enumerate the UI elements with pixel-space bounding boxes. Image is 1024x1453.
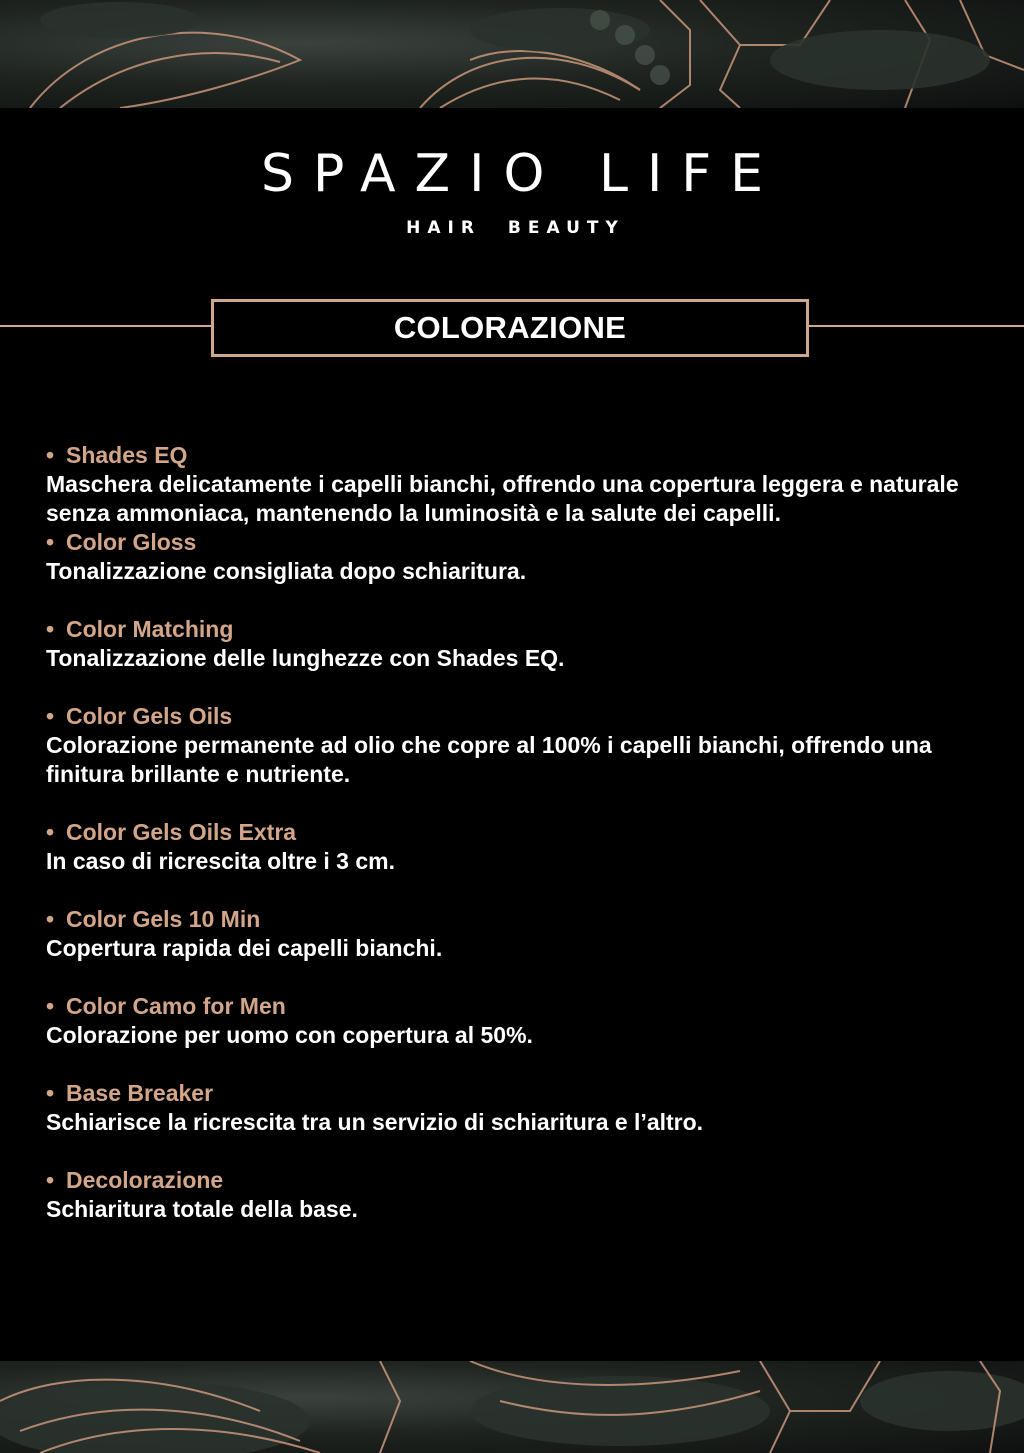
service-item bbox=[46, 1166, 996, 1224]
brand-tagline: HAIR BEAUTY bbox=[406, 218, 625, 238]
service-item bbox=[46, 702, 996, 789]
service-description: Colorazione permanente ad olio che copre al 100% i capelli bianchi, offrendo una finitura brillante e nutriente. bbox=[46, 732, 932, 787]
bullet-icon: • bbox=[46, 1080, 55, 1106]
service-name bbox=[46, 818, 996, 847]
section-title: COLORAZIONE bbox=[393, 310, 627, 345]
service-name bbox=[46, 1079, 996, 1108]
service-name-text: Color Gloss bbox=[66, 529, 197, 555]
service-name bbox=[46, 528, 996, 557]
content-panel bbox=[0, 108, 1024, 1361]
service-description: Copertura rapida dei capelli bianchi. bbox=[46, 935, 443, 961]
service-description: Tonalizzazione consigliata dopo schiaritura. bbox=[46, 558, 527, 584]
service-name-text: Base Breaker bbox=[66, 1080, 214, 1106]
service-item bbox=[46, 905, 996, 963]
service-description: Schiaritura totale della base. bbox=[46, 1196, 358, 1222]
top-decorative-band bbox=[0, 0, 1024, 108]
service-name bbox=[46, 905, 996, 934]
bullet-icon: • bbox=[46, 993, 55, 1019]
brand-logo bbox=[0, 144, 1024, 238]
service-name-text: Shades EQ bbox=[66, 442, 188, 468]
service-name-text: Color Camo for Men bbox=[66, 993, 286, 1019]
service-description: Colorazione per uomo con copertura al 50%. bbox=[46, 1022, 533, 1048]
service-item bbox=[46, 528, 996, 586]
service-item bbox=[46, 1079, 996, 1137]
leaf-pattern-decoration bbox=[0, 1361, 1024, 1453]
service-item bbox=[46, 992, 996, 1050]
section-header-box bbox=[211, 299, 809, 357]
service-name bbox=[46, 702, 996, 731]
bullet-icon: • bbox=[46, 616, 55, 642]
bullet-icon: • bbox=[46, 906, 55, 932]
service-name-text: Color Gels Oils Extra bbox=[66, 819, 297, 845]
service-item bbox=[46, 818, 996, 876]
section-rule-left bbox=[0, 325, 212, 327]
service-description: Maschera delicatamente i capelli bianchi, offrendo una copertura leggera e naturale senza ammoniaca, mantenendo la luminosità e la salute dei capelli. bbox=[46, 471, 959, 526]
leaf-pattern-decoration bbox=[0, 0, 1024, 108]
service-description: Tonalizzazione delle lunghezze con Shades EQ. bbox=[46, 645, 565, 671]
section-rule-right bbox=[808, 325, 1024, 327]
service-name bbox=[46, 441, 996, 470]
service-name-text: Color Gels 10 Min bbox=[66, 906, 261, 932]
service-list bbox=[46, 441, 996, 1253]
service-item bbox=[46, 441, 996, 528]
service-name bbox=[46, 1166, 996, 1195]
bullet-icon: • bbox=[46, 1167, 55, 1193]
brand-name: SPAZIO LIFE bbox=[260, 144, 783, 204]
service-description: In caso di ricrescita oltre i 3 cm. bbox=[46, 848, 395, 874]
bullet-icon: • bbox=[46, 703, 55, 729]
service-name-text: Color Gels Oils bbox=[66, 703, 233, 729]
service-name-text: Color Matching bbox=[66, 616, 234, 642]
service-item bbox=[46, 615, 996, 673]
service-name bbox=[46, 615, 996, 644]
service-name-text: Decolorazione bbox=[66, 1167, 224, 1193]
bullet-icon: • bbox=[46, 529, 55, 555]
bottom-decorative-band bbox=[0, 1361, 1024, 1453]
service-name bbox=[46, 992, 996, 1021]
bullet-icon: • bbox=[46, 442, 55, 468]
bullet-icon: • bbox=[46, 819, 55, 845]
service-description: Schiarisce la ricrescita tra un servizio di schiaritura e l’altro. bbox=[46, 1109, 704, 1135]
